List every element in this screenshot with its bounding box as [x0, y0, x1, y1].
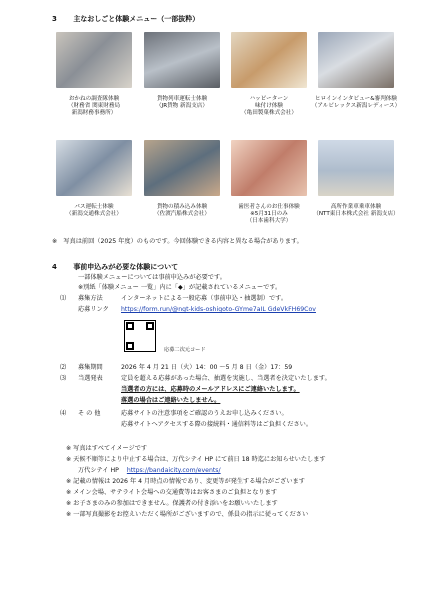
item3-winner-notice: 当選者の方には、応募時のメールアドレスにご連絡いたします。	[121, 386, 300, 393]
item4-label: そ の 他	[78, 410, 101, 417]
caption-train-driver: 貨物列車運転士体験 （JR貨物 新潟支店）	[155, 96, 209, 110]
photo-train-driver	[144, 32, 220, 88]
qr-code	[124, 320, 156, 352]
qr-label: 応募二次元コード	[164, 347, 206, 353]
caption-money-survey: おかねの調査隊体験 （財務省 関東財務局 新潟財務事務所）	[67, 96, 121, 117]
section3-title: 主なおしごと体験メニュー（一部抜粋）	[73, 15, 200, 23]
photo-money-survey	[56, 32, 132, 88]
item4-text1: 応募サイトの注意事項をご確認のうえお申し込みください。	[121, 410, 288, 417]
caption-dentist: 歯医者さんのお仕事体験 ※5月31日のみ （日本歯科大学）	[238, 204, 300, 225]
item3-number: ⑶	[60, 375, 67, 382]
photo-dentist	[231, 140, 307, 196]
note-3: ※ 記載の情報は 2026 年 4 月時点の情報であり、変更等が発生する場合がございます	[66, 478, 305, 485]
photo-bus-driver	[56, 140, 132, 196]
caption-happy-turn: ハッピーターン 味付け体験 （亀田製菓株式会社）	[241, 96, 297, 117]
application-link[interactable]: https://form.run/@ngt-kids-oshigoto-GYme7aIL GdeVkFH69Cov	[121, 306, 316, 313]
item2-text: 2026 年 4 月 21 日（火）14：00 ～5 月 8 日（金）17：59	[121, 364, 293, 371]
section3-heading	[52, 14, 199, 24]
bandai-hp	[78, 467, 221, 475]
item3-loser-notice: 落選の場合はご連絡いたしません。	[121, 397, 221, 404]
photo-happy-turn	[231, 32, 307, 88]
photo-aerial-vehicle	[318, 140, 394, 196]
bandai-hp-label: 万代シテイ HP	[78, 467, 119, 474]
item4-number: ⑷	[60, 410, 67, 417]
item1-number: ⑴	[60, 295, 67, 302]
section4-intro1: 一部体験メニューについては事前申込みが必要です。	[78, 274, 226, 281]
note-2: ※ 天候不順等により中止する場合は、万代シテイ HP にて前日 18 時迄にお知らせいたします	[66, 456, 326, 463]
section3-number: 3	[52, 15, 57, 23]
caption-aerial-vehicle: 高所作業車乗車体験 （NTT東日本株式会社 新潟支店）	[313, 204, 399, 218]
link-label: 応募リンク	[78, 306, 109, 313]
section4-number: 4	[52, 263, 57, 271]
photo-heroine-interview	[318, 32, 394, 88]
section4-heading	[52, 262, 178, 272]
item4-text2: 応募サイトへアクセスする際の接続料・通信料等はご負担ください。	[121, 421, 313, 428]
note-6: ※ 一部写真撮影をお控えいただく場所がございますので、係員の指示に従ってください	[66, 511, 309, 518]
item1-text: インターネットによる一般応募（事前申込・抽選制）です。	[121, 295, 288, 302]
note-1: ※ 写真はすべてイメージです	[66, 445, 148, 452]
photo-note: ※ 写真は前回（2025 年度）のものです。今回体験できる内容と異なる場合があります。	[52, 238, 303, 245]
caption-heroine-interview: ヒロインインタビュー&審判体験 （アルビレックス新潟レディース）	[311, 96, 401, 110]
photo-cargo-loading	[144, 140, 220, 196]
caption-cargo-loading: 貨物の積み込み体験 （佐渡汽船株式会社）	[154, 204, 210, 218]
section4-title: 事前申込みが必要な体験について	[73, 263, 179, 271]
bandai-hp-link[interactable]: https://bandaicity.com/events/	[126, 467, 221, 474]
item2-label: 募集期間	[78, 364, 103, 371]
note-5: ※ お子さまのみの参加はできません。保護者の付き添いをお願いいたします	[66, 500, 278, 507]
note-4: ※ メイン会場、サテライト会場への交通費等はお客さまのご負担となります	[66, 489, 278, 496]
item3-label: 当選発表	[78, 375, 103, 382]
item2-number: ⑵	[60, 364, 67, 371]
item1-label: 募集方法	[78, 295, 103, 302]
item3-text: 定員を超える応募があった場合、抽選を実施し、当選者を決定いたします。	[121, 375, 331, 382]
caption-bus-driver: バス運転士体験 （新潟交通株式会社）	[66, 204, 122, 218]
section4-intro2: ※別紙「体験メニュー 一覧」内に「◆」が記載されているメニューです。	[78, 284, 282, 291]
